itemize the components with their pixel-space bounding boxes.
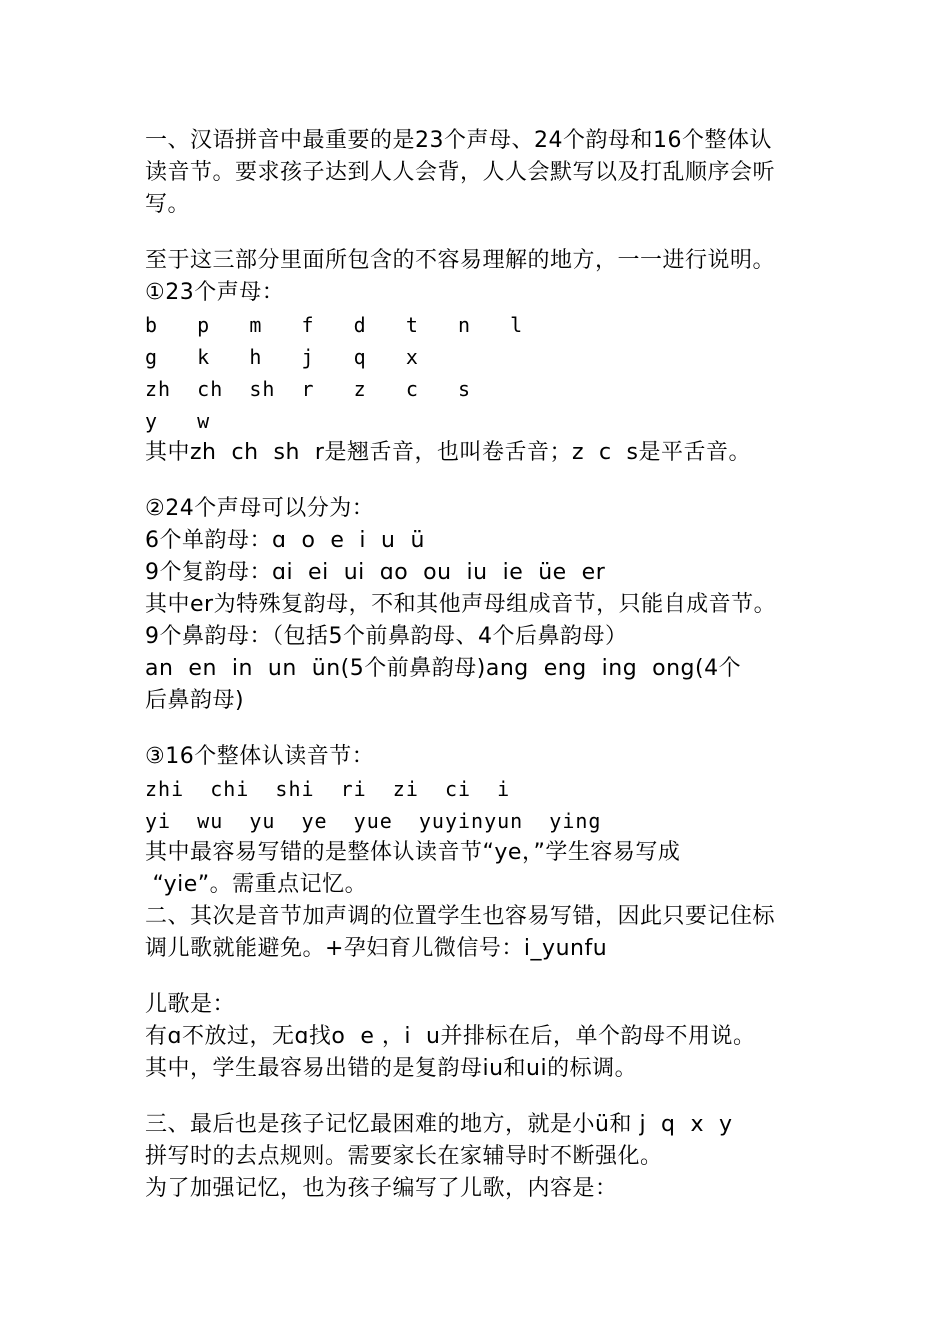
paragraph-line: 9个复韵母：ɑi ei ui ɑo ou iu ie üe er: [145, 560, 606, 585]
paragraph-gap: [145, 469, 815, 493]
paragraph-gap: [145, 717, 815, 741]
section-heading: ①23个声母：: [145, 280, 285, 305]
paragraph-line: 二、其次是音节加声调的位置学生也容易写错，因此只要记住标: [145, 904, 776, 929]
pinyin-row: g k h j q x: [145, 345, 419, 369]
document-body: [145, 125, 815, 1205]
paragraph-line: 其中zh ch sh r是翘舌音，也叫卷舌音；z c s是平舌音。: [145, 440, 752, 465]
paragraph-line: 一、汉语拼音中最重要的是23个声母、24个韵母和16个整体认: [145, 128, 772, 153]
paragraph-line: 其中最容易写错的是整体认读音节“ye，”学生容易写成: [145, 840, 681, 865]
paragraph-gap: [145, 965, 815, 989]
section-heading: 儿歌是：: [145, 992, 236, 1017]
paragraph-line: 三、最后也是孩子记忆最困难的地方，就是小ü和 j q x y: [145, 1112, 733, 1137]
paragraph-line: 9个鼻韵母：（包括5个前鼻韵母、4个后鼻韵母）: [145, 624, 628, 649]
pinyin-row: y w: [145, 409, 211, 433]
pinyin-row: zh ch sh r z c s: [145, 377, 472, 401]
paragraph-line: 为了加强记忆，也为孩子编写了儿歌，内容是：: [145, 1176, 618, 1201]
pinyin-row: b p m f d t n l: [145, 313, 524, 337]
paragraph-line: 后鼻韵母): [145, 688, 245, 713]
paragraph-line: an en in un ün(5个前鼻韵母)ang eng ing ong(4个: [145, 656, 742, 681]
paragraph-line: 6个单韵母：ɑ o e i u ü: [145, 528, 425, 553]
paragraph-gap: [145, 1085, 815, 1109]
section-heading: ②24个声母可以分为：: [145, 496, 375, 521]
paragraph-line: 拼写时的去点规则。需要家长在家辅导时不断强化。: [145, 1144, 663, 1169]
paragraph-line: “yie”。需重点记忆。: [145, 872, 368, 897]
paragraph-line: 有ɑ不放过，无ɑ找o e ，i u并排标在后，单个韵母不用说。: [145, 1024, 756, 1049]
paragraph-line: 其中er为特殊复韵母，不和其他声母组成音节，只能自成音节。: [145, 592, 777, 617]
paragraph-gap: [145, 221, 815, 245]
paragraph-line: 其中，学生最容易出错的是复韵母iu和ui的标调。: [145, 1056, 638, 1081]
paragraph-line: 调儿歌就能避免。+孕妇育儿微信号：i_yunfu: [145, 936, 608, 961]
paragraph-line: 写。: [145, 192, 191, 217]
paragraph-line: 读音节。要求孩子达到人人会背，人人会默写以及打乱顺序会听: [145, 160, 776, 185]
paragraph-line: 至于这三部分里面所包含的不容易理解的地方，一一进行说明。: [145, 248, 776, 273]
pinyin-row: yi wu yu ye yue yuyinyun ying: [145, 809, 602, 833]
pinyin-row: zhi chi shi ri zi ci i: [145, 777, 511, 801]
section-heading: ③16个整体认读音节：: [145, 744, 375, 769]
